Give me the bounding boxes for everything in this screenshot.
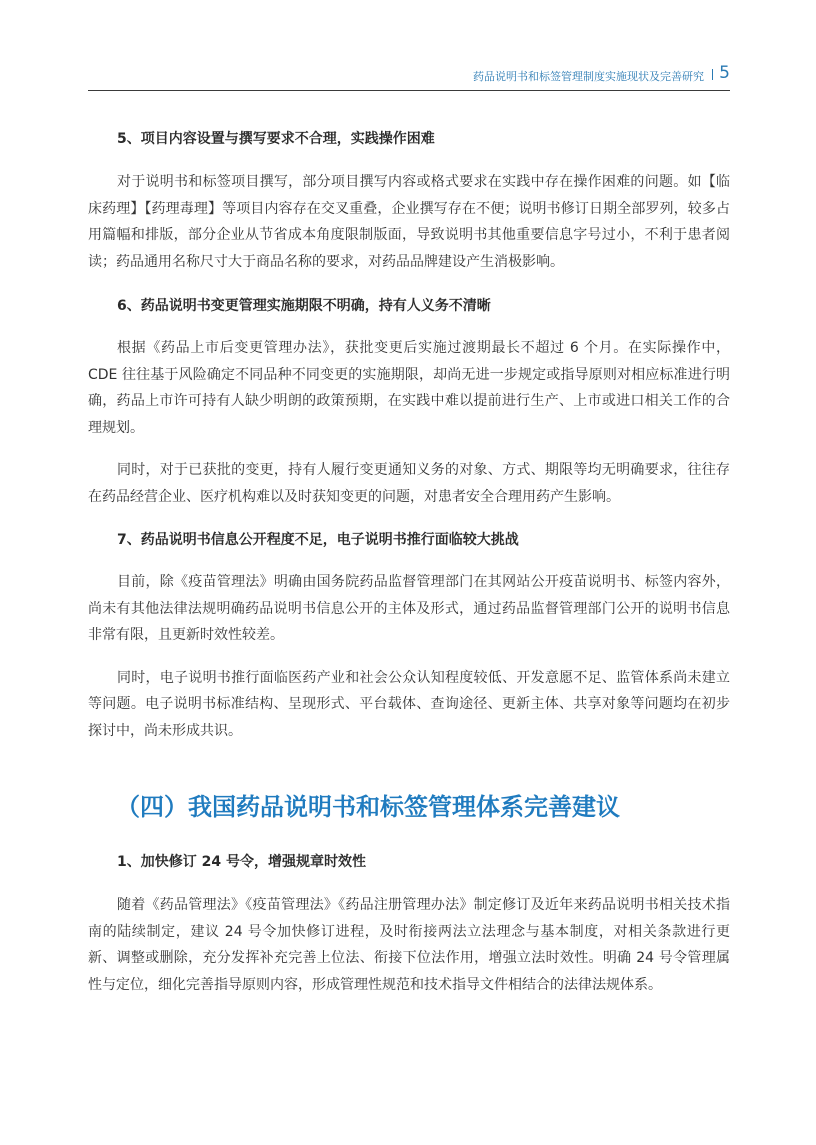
paragraph: 随着《药品管理法》《疫苗管理法》《药品注册管理办法》制定修订及近年来药品说明书相关技术指南的陆续制定，建议 24 号令加快修订进程，及时衔接两法立法理念与基本制度，对相关条款进行更新、调整或删除，充分发挥补充完善上位法、衔接下位法作用，增强立法时效性。明确 24 号令管理属性与定位，细化完善指导原则内容，形成管理性规范和技术指导文件相结合的法律法规体系。 [88, 897, 730, 993]
paragraph: 同时，电子说明书推行面临医药产业和社会公众认知程度较低、开发意愿不足、监管体系尚未建立等问题。电子说明书标准结构、呈现形式、平台载体、查询途径、更新主体、共享对象等问题均在初步探讨中，尚未形成共识。 [88, 669, 730, 739]
page-number: 5 [719, 63, 730, 83]
subsection-heading-5: 5、项目内容设置与撰写要求不合理，实践操作困难 [117, 131, 435, 147]
document-body [88, 120, 730, 998]
running-title: 药品说明书和标签管理制度实施现状及完善研究 [473, 70, 704, 83]
page-header [88, 62, 730, 91]
subsection-heading-1: 1、加快修订 24 号令，增强规章时效性 [117, 854, 366, 870]
paragraph: 同时，对于已获批的变更，持有人履行变更通知义务的对象、方式、期限等均无明确要求，往往存在药品经营企业、医疗机构难以及时获知变更的问题，对患者安全合理用药产生影响。 [88, 462, 730, 505]
subsection-heading-6: 6、药品说明书变更管理实施期限不明确，持有人义务不清晰 [117, 298, 491, 314]
paragraph: 对于说明书和标签项目撰写，部分项目撰写内容或格式要求在实践中存在操作困难的问题。如【临床药理】【药理毒理】等项目内容存在交叉重叠，企业撰写存在不便；说明书修订日期全部罗列，较多占用篇幅和排版，部分企业从节省成本角度限制版面，导致说明书其他重要信息字号过小，不利于患者阅读；药品通用名称尺寸大于商品名称的要求，对药品品牌建设产生消极影响。 [88, 174, 730, 270]
subsection-heading-7: 7、药品说明书信息公开程度不足，电子说明书推行面临较大挑战 [117, 532, 519, 548]
paragraph: 目前，除《疫苗管理法》明确由国务院药品监督管理部门在其网站公开疫苗说明书、标签内容外，尚未有其他法律法规明确药品说明书信息公开的主体及形式，通过药品监督管理部门公开的说明书信息非常有限，且更新时效性较差。 [88, 574, 730, 643]
section-title: （四）我国药品说明书和标签管理体系完善建议 [116, 793, 620, 821]
paragraph: 根据《药品上市后变更管理办法》，获批变更后实施过渡期最长不超过 6 个月。在实际操作中，CDE 往往基于风险确定不同品种不同变更的实施期限，却尚无进一步规定或指导原则对相应标准进行明确，药品上市许可持有人缺少明朗的政策预期，在实践中难以提前进行生产、上市或进口相关工作的合理规划。 [88, 340, 730, 436]
header-divider [712, 69, 714, 80]
